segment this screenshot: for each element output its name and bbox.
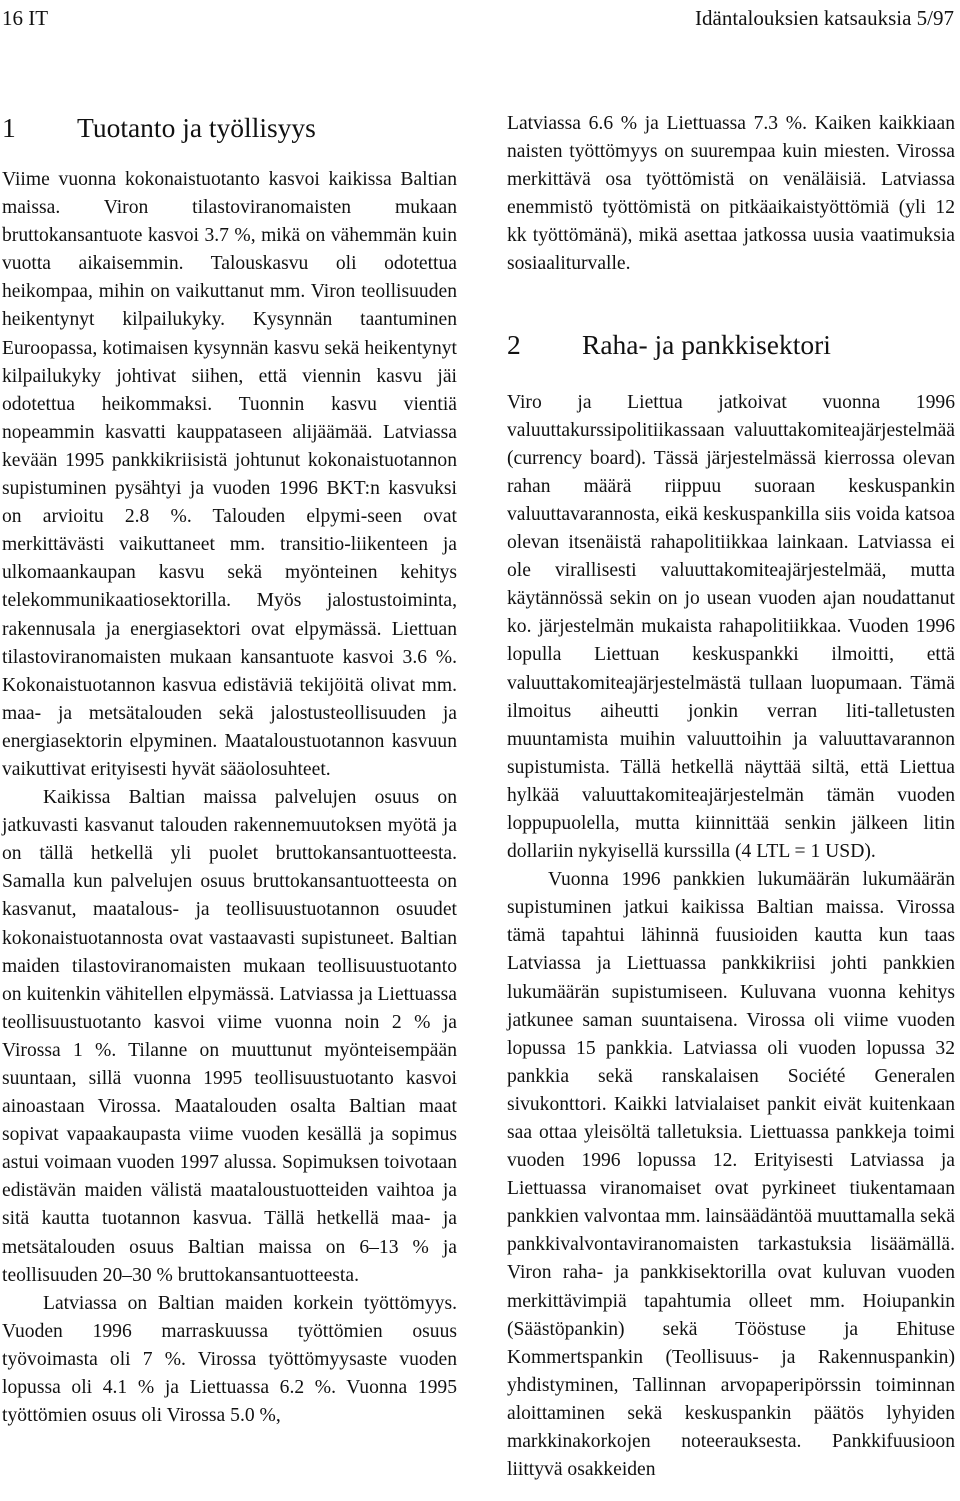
section-1-paragraph-3-continued: Latviassa 6.6 % ja Liettuassa 7.3 %. Kaiken kaikkiaan naisten työttömyys on suurempaa kuin miesten. Virossa merkittävä osa työttömistä on venäläisiä. Latviassa enemmistö työttömistä on pitkäaikaistyöttömiä (yli 12 kk työttömänä), mikä asettaa jatkossa uusia vaatimuksia sosiaaliturvalle.: [507, 113, 955, 275]
section-2-heading-block: [507, 327, 955, 363]
page-header: [0, 4, 960, 34]
left-column: [2, 110, 457, 1430]
section-1-heading: [2, 110, 457, 146]
section-1-paragraph-2: Kaikissa Baltian maissa palvelujen osuus on jatkuvasti kasvanut talouden rakennemuutoksen myötä ja on tällä hetkellä yli puolet bruttokansantuotteesta. Samalla kun palvelujen osuus bruttokansantuotteesta on kasvanut, maatalous- ja teollisuustuotannon osuudet kokonaistuotannosta ovat vastaavasti supistuneet. Baltian maiden tilastoviranomaisten mukaan teollisuustuotanto on kuitenkin vähitellen elpymässä. Latviassa ja Liettuassa teollisuustuotanto kasvoi viime vuonna noin 2 % ja Virossa 1 %. Tilanne on muuttunut myönteisempään suuntaan, sillä vuonna 1995 teollisuustuotanto kasvoi ainoastaan Virossa. Maatalouden osalta Baltian maat sopivat vapaakaupasta viime vuoden kesällä ja sopimus astui voimaan vuoden 1997 alussa. Sopimuksen toivotaan edistävän maiden välistä maataloustuotteiden vaihtoa ja sitä kautta tuotannon kasvua. Tällä hetkellä maa- ja metsätalouden osuus Baltian maissa on 6–13 % ja teollisuuden 20–30 % bruttokansantuotteesta.: [2, 787, 457, 1286]
right-column: [507, 110, 955, 1484]
page-number-label: 16 IT: [2, 6, 49, 30]
section-1-paragraph-1: Viime vuonna kokonaistuotanto kasvoi kaikissa Baltian maissa. Viron tilastoviranomaisten mukaan bruttokansantuote kasvoi 3.7 %, mikä on vähemmän kuin vuotta aikaisemmin. Talouskasvu oli odotettua heikompaa, mihin on vaikuttanut mm. Viron teollisuuden heikentynyt kilpailukyky. Kysynnän taantuminen Euroopassa, kotimaisen kysynnän kasvu sekä heikentynyt kilpailukyky johtivat siihen, että viennin kasvu jäi odotettua heikommaksi. Tuonnin kasvu vientiä nopeammin kasvatti kauppataseen alijäämää. Latviassa kevään 1995 pankkikriisistä johtunut kokonaistuotannon supistuminen pysähtyi ja vuoden 1996 BKT:n kasvuksi on arvioitu 2.8 %. Talouden elpymi-seen ovat merkittävästi vaikuttaneet mm. transitio-liikenteen ja ulkomaankaupan kasvu sekä myönteinen kehitys telekommunikaatiosektorilla. Myös jalostustoiminta, rakennusala ja energiasektori ovat elpymässä. Liettuan tilastoviranomaisten mukaan kansantuote kasvoi 3.6 %. Kokonaistuotannon kasvua edistäviä tekijöitä olivat mm. maa- ja metsätalouden sekä jalostusteollisuuden ja energiasektorin elpyminen. Maataloustuotannon kasvuun vaikuttivat erityisesti hyvät sääolosuhteet.: [2, 169, 457, 780]
section-1-title: Tuotanto ja työllisyys: [77, 112, 316, 143]
section-2-number: 2: [507, 328, 521, 360]
section-1-paragraph-3: Latviassa on Baltian maiden korkein työttömyys. Vuoden 1996 marraskuussa työttömien osuus työvoimasta oli 7 %. Virossa työttömyysaste vuoden lopussa oli 4.1 % ja Liettuassa 6.2 %. Vuonna 1995 työttömien osuus oli Virossa 5.0 %,: [2, 1292, 457, 1427]
section-2-title: Raha- ja pankkisektori: [582, 328, 831, 360]
section-2-heading: [507, 327, 955, 363]
section-2-paragraph-1: Viro ja Liettua jatkoivat vuonna 1996 valuuttakurssipolitiikassaan valuuttakomiteajärjestelmää (currency board). Tässä järjestelmässä kierrossa olevan rahan määrä riippuu suoraan keskuspankin valuuttavarannosta, eikä keskuspankilla siis voida katsoa olevan itsenäistä rahapolitiikkaa lainkaan. Latviassa ei ole virallisesti valuuttakomiteajärjestelmää, mutta käytännössä sekin on jo usean vuoden ajan noudattanut ko. järjestelmän mukaista rahapolitiikkaa. Vuoden 1996 lopulla Liettuan keskuspankki ilmoitti, että valuuttakomiteajärjestelmästä tullaan luopumaan. Tämä ilmoitus aiheutti jonkin verran liti-talletusten muuntamista muihin valuuttoihin ja valuuttavarannon supistumista. Tällä hetkellä näyttää siltä, että Liettua hylkää valuuttakomiteajärjestelmän tämän vuoden loppupuolella, mutta kiinnittää senkin jälkeen litin dollariin nykyisellä kurssilla (4 LTL = 1 USD).: [507, 391, 955, 863]
publication-title: Idäntalouksien katsauksia 5/97: [695, 6, 954, 30]
section-1-number: 1: [2, 112, 16, 143]
section-2-paragraph-2: Vuonna 1996 pankkien lukumäärän lukumäärän supistuminen jatkui kaikissa Baltian maissa. Virossa tämä tapahtui lähinnä fuusioiden kautta kun taas Latviassa ja Liettuassa pankkikriisi johti pankkien lukumäärän supistumiseen. Kuluvana vuonna kehitys jatkunee saman suuntaisena. Virossa oli viime vuoden lopussa 15 pankkia. Latviassa oli vuoden lopussa 32 pankkia sekä ranskalaisen Société Generalen sivukonttori. Kaikki latvialaiset pankit eivät kuitenkaan saa ottaa yleisöltä talletuksia. Liettuassa pankkeja toimi vuoden 1996 lopussa 12. Erityisesti Latviassa ja Liettuassa viranomaiset ovat pyrkineet tiukentamaan pankkien valvontaa mm. lainsäädäntöä muuttamalla sekä pankkivalvontaviranomaisten tarkastuksia lisäämällä. Viron raha- ja pankkisektorilla ovat kuluvan vuoden merkittävimpiä tapahtumia olleet mm. Hoiupankin (Säästöpankin) sekä Tööstuse ja Ehituse Kommertspankin (Teollisuus- ja Rakennuspankin) yhdistyminen, Tallinnan arvopaperipörssin toiminnan aloittaminen sekä keskuspankin päätös lyhyiden markkinakorkojen noteerauksesta. Pankkifuusioon liittyvä osakkeiden: [507, 869, 955, 1481]
